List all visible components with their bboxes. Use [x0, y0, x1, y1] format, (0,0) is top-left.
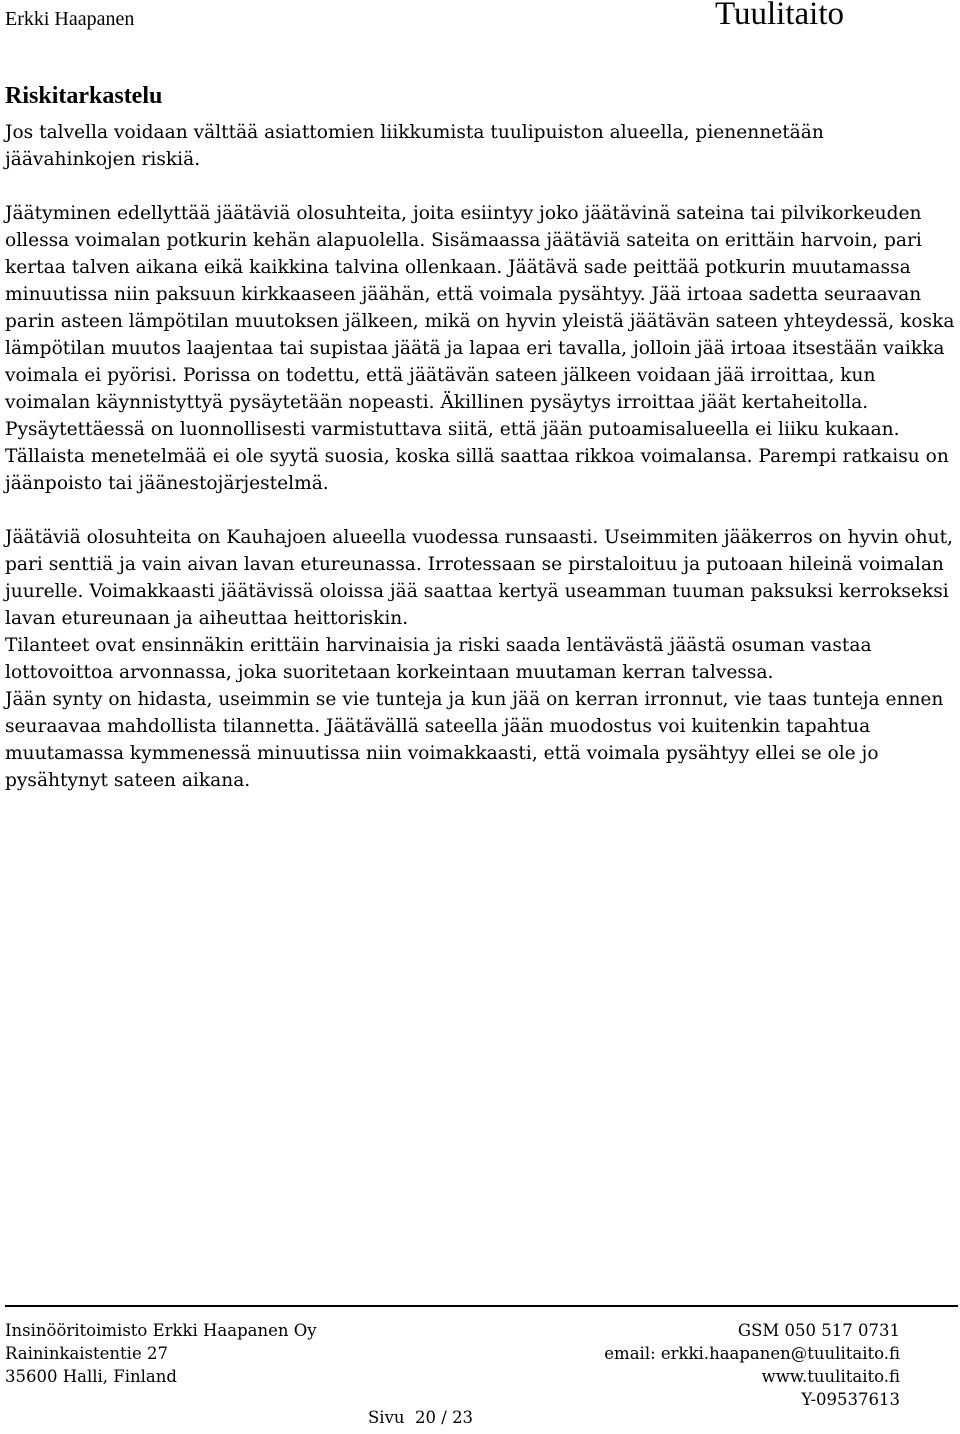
footer-company: Insinööritoimisto Erkki Haapanen Oy: [5, 1321, 317, 1340]
section-body: [5, 119, 955, 794]
footer-business-id: Y-09537613: [801, 1390, 900, 1409]
footer-email-link[interactable]: email: erkki.haapanen@tuulitaito.fi: [604, 1344, 900, 1363]
paragraph: Jos talvella voidaan välttää asiattomien liikkumista tuulipuiston alueella, pienennetään jäävahinkojen riskiä.: [5, 122, 824, 170]
section-heading: Riskitarkastelu: [5, 83, 163, 109]
footer-web-link[interactable]: www.tuulitaito.fi: [761, 1367, 900, 1386]
header-author: Erkki Haapanen: [5, 8, 135, 30]
footer-contact: [604, 1319, 900, 1411]
header-brand: Tuulitaito: [715, 0, 844, 32]
paragraph: Jäätyminen edellyttää jäätäviä olosuhteita, joita esiintyy joko jäätävinä sateina tai pilvikorkeuden ollessa voimalan potkurin kehän alapuolella. Sisämaassa jäätäviä sateita on erittäin harvoin, pari kertaa talven aikana eikä kaikkina talvina ollenkaan. Jäätävä sade peittää potkurin muutamassa minuutissa niin paksuun kirkkaaseen jäähän, että voimala pysähtyy. Jää irtoaa sadetta seuraavan parin asteen lämpötilan muutoksen jälkeen, mikä on hyvin yleistä jäätävän sateen yhteydessä, koska lämpötilan muutos laajentaa tai supistaa jäätä ja lapaa eri tavalla, jolloin jää irtoaa itsestään vaikka voimala ei pyörisi. Porissa on todettu, että jäätävän sateen jälkeen voidaan jää irroittaa, kun voimalan käynnistyttyä pysäytetään nopeasti. Äkillinen pysäytys irroittaa jäät kertaheitolla. Pysäytettäessä on luonnollisesti varmistuttava siitä, että jään putoamisalueella ei liiku kukaan. Tällaista menetelmää ei ole syytä suosia, koska sillä saattaa rikkoa voimalansa. Parempi ratkaisu on jäänpoisto tai jäänestojärjestelmä.: [5, 203, 955, 494]
paragraph: Tilanteet ovat ensinnäkin erittäin harvinaisia ja riski saada lentävästä jäästä osuman vastaa lottovoittoa arvonnassa, joka suoritetaan korkeintaan muutaman kerran talvessa.: [5, 635, 872, 683]
footer-divider: [5, 1305, 958, 1307]
page-number: Sivu 20 / 23: [368, 1408, 474, 1427]
footer-city: 35600 Halli, Finland: [5, 1367, 177, 1386]
footer-street: Raininkaistentie 27: [5, 1344, 168, 1363]
footer-address: [5, 1319, 317, 1388]
paragraph: Jään synty on hidasta, useimmin se vie tunteja ja kun jää on kerran irronnut, vie taas tunteja ennen seuraavaa mahdollista tilannetta. Jäätävällä sateella jään muodostus voi kuitenkin tapahtua muutamassa kymmenessä minuutissa niin voimakkaasti, että voimala pysähtyy ellei se ole jo pysähtynyt sateen aikana.: [5, 689, 944, 791]
paragraph: Jäätäviä olosuhteita on Kauhajoen alueella vuodessa runsaasti. Useimmiten jääkerros on hyvin ohut, pari senttiä ja vain aivan lavan etureunassa. Irrotessaan se pirstaloituu ja putoaan hileinä voimalan juurelle. Voimakkaasti jäätävissä oloissa jää saattaa kertyä useamman tuuman paksuksi kerrokseksi lavan etureunaan ja aiheuttaa heittoriskin.: [5, 527, 953, 629]
footer-gsm: GSM 050 517 0731: [737, 1321, 900, 1340]
